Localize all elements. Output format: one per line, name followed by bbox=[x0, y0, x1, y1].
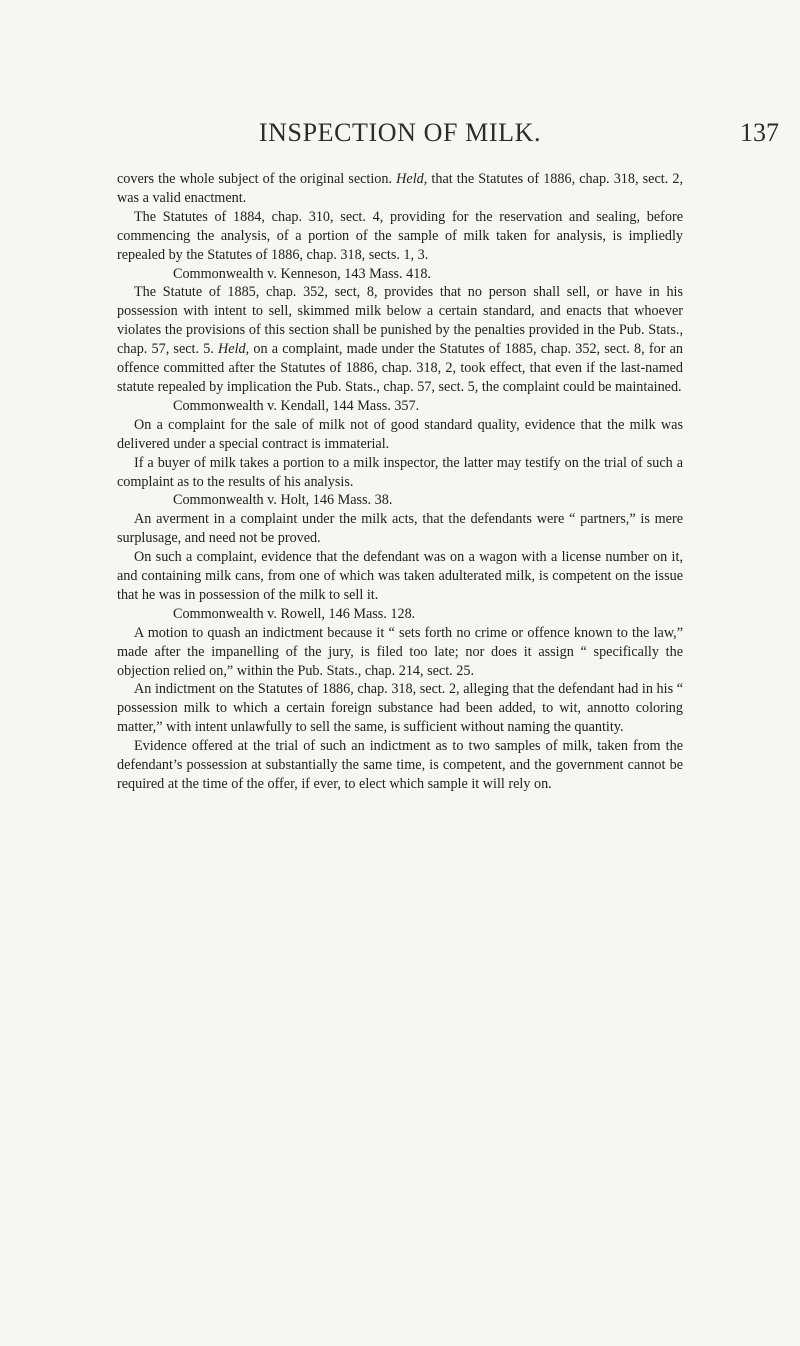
paragraph-2: The Statutes of 1884, chap. 310, sect. 4, providing for the reservation and sealing, before commencing the analysis, of a portion of the sample of milk taken for analysis, is impliedly repealed by the Statutes of 1886, chap. 318, sects. 1, 3. bbox=[117, 208, 683, 263]
paragraph-6: An averment in a complaint under the milk acts, that the defendants were “ partners,” is mere surplusage, and need not be proved. bbox=[117, 511, 683, 547]
paragraph-1 bbox=[117, 170, 683, 208]
paragraph-1-text-a: covers the whole subject of the original section. bbox=[117, 171, 397, 187]
citation-kendall: Commonwealth v. Kendall, 144 Mass. 357. bbox=[173, 397, 420, 414]
paragraph-5: If a buyer of milk takes a portion to a milk inspector, the latter may testify on the trial of such a complaint as to the results of his analysis. bbox=[117, 454, 683, 490]
paragraph-7: On such a complaint, evidence that the defendant was on a wagon with a license number on it, and containing milk cans, from one of which was taken adulterated milk, is competent on the issue that he was in possession of the milk to sell it. bbox=[117, 549, 683, 603]
paragraph-10: Evidence offered at the trial of such an indictment as to two samples of milk, taken from the defendant’s possession at substantially the same time, is competent, and the government cannot be required at the time of the offer, if ever, to elect which sample it will rely on. bbox=[117, 738, 683, 792]
paragraph-3-text-b: on a complaint, made under the Statutes of 1885, chap. 352, sect. 8, for an offence committed after the Statutes of 1886, chap. 318, 2, took effect, that even if the last-named statute repealed by implication the Pub. Stats., chap. 57, sect. 5, the complaint could be maintained. bbox=[117, 341, 683, 395]
paragraph-1-held: Held, bbox=[396, 171, 428, 187]
citation-kenneson: Commonwealth v. Kenneson, 143 Mass. 418. bbox=[173, 265, 431, 282]
paragraph-3-text-a: The Statute of 1885, chap. 352, sect, 8, provides that no person shall sell, or have in his possession with intent to sell, skimmed milk below a certain standard, and enacts that whoever violates the provisions of this section shall be punished by the penalties provided in the Pub. Stats., chap. 57, sect. 5. bbox=[117, 284, 683, 358]
paragraph-9: An indictment on the Statutes of 1886, chap. 318, sect. 2, alleging that the defendant had in his “ possession milk to which a certain foreign substance had been added, to wit, annotto coloring matter,” with intent unlawfully to sell the same, is sufficient without naming the quantity. bbox=[117, 681, 683, 736]
paragraph-4: On a complaint for the sale of milk not of good standard quality, evidence that the milk was delivered under a special contract is immaterial. bbox=[117, 416, 683, 452]
page-header bbox=[0, 118, 800, 158]
paragraph-3-held: Held, bbox=[218, 341, 250, 358]
page-number: 137 bbox=[740, 118, 779, 147]
running-head: INSPECTION OF MILK. bbox=[258, 118, 542, 147]
paragraph-8: A motion to quash an indictment because it “ sets forth no crime or offence known to the law,” made after the impanelling of the jury, is filed too late; nor does it assign “ specifically the objection relied on,” within the Pub. Stats., chap. 214, sect. 25. bbox=[117, 624, 683, 679]
body-text bbox=[117, 170, 683, 794]
citation-holt: Commonwealth v. Holt, 146 Mass. 38. bbox=[173, 492, 393, 509]
paragraph-3 bbox=[117, 283, 683, 396]
paragraph-1-text-b: that the Statutes of 1886, chap. 318, sect. 2, was a valid enactment. bbox=[117, 171, 683, 206]
citation-rowell: Commonwealth v. Rowell, 146 Mass. 128. bbox=[173, 605, 416, 622]
